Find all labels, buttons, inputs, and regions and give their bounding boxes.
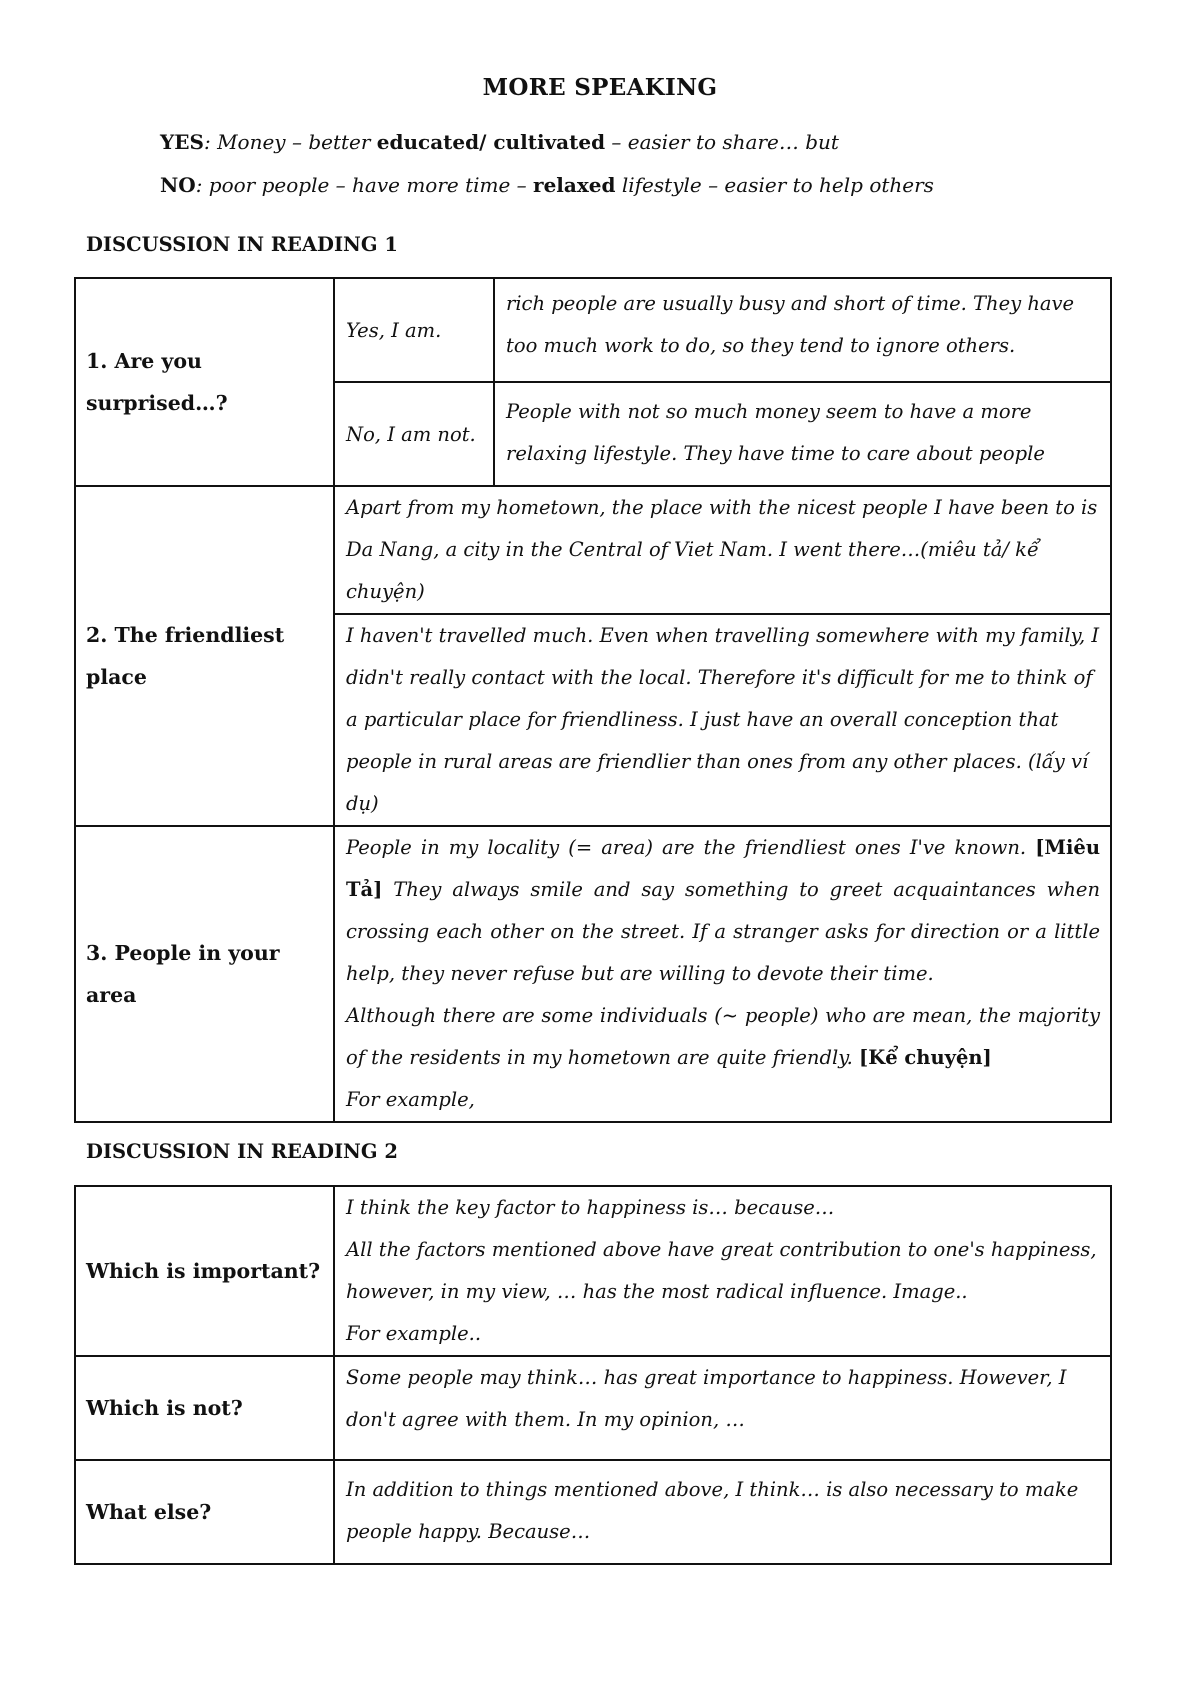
- yes-text-2: – easier to share… but: [605, 130, 839, 154]
- q3-paragraph-3: For example,: [346, 1088, 475, 1111]
- q3-bold-story: [Kể chuyện]: [859, 1046, 992, 1069]
- q3-paragraph-2: [346, 995, 1100, 1079]
- q3-text-3: Although there are some individuals (~ people) who are mean, the majority of the residents in my hometown are quite friendly.: [346, 1004, 1100, 1069]
- q2-label: 2. The friendliest place: [75, 486, 334, 826]
- table-row: [75, 1460, 1111, 1564]
- q1-yes-label: Yes, I am.: [334, 278, 494, 382]
- table-row: [75, 826, 1111, 1122]
- table-row: [75, 1186, 1111, 1356]
- no-line: [160, 173, 934, 197]
- no-text-1: : poor people – have more time –: [195, 173, 534, 197]
- r2-else-label: What else?: [75, 1460, 334, 1564]
- q2-text-a: Apart from my hometown, the place with the nicest people I have been to is Da Nang, a city in the Central of Viet Nam. I went there…(miêu tả/ kể chuyện): [334, 486, 1111, 614]
- table-row: [75, 1356, 1111, 1460]
- q3-text-2: They always smile and say something to greet acquaintances when crossing each other on the street. If a stranger asks for direction or a little help, they never refuse but are willing to devote their time.: [346, 878, 1100, 985]
- r2-else-text: In addition to things mentioned above, I think… is also necessary to make people happy. Because…: [334, 1460, 1111, 1564]
- r2-not-label: Which is not?: [75, 1356, 334, 1460]
- reading1-table: [74, 277, 1112, 1123]
- q3-bold-describe: [Miêu Tả]: [346, 836, 1100, 901]
- reading2-heading: DISCUSSION IN READING 2: [86, 1140, 398, 1163]
- q1-no-label: No, I am not.: [334, 382, 494, 486]
- q3-paragraph-1: [346, 827, 1100, 995]
- reading2-table: [74, 1185, 1112, 1565]
- r2-not-text: Some people may think… has great importance to happiness. However, I don't agree with them. In my opinion, …: [334, 1356, 1111, 1460]
- no-bold-1: relaxed: [533, 173, 616, 197]
- r2-important-text: [334, 1186, 1111, 1356]
- q2-text-b: I haven't travelled much. Even when travelling somewhere with my family, I didn't really contact with the local. Therefore it's difficult for me to think of a particular place for friendliness. I just have an overall conception that people in rural areas are friendlier than ones from any other places. (lấy ví dụ): [334, 614, 1111, 826]
- table-row: [75, 278, 1111, 382]
- reading1-heading: DISCUSSION IN READING 1: [86, 233, 398, 256]
- table-row: [75, 486, 1111, 614]
- yes-text-1: : Money – better: [203, 130, 377, 154]
- yes-label: YES: [160, 130, 204, 154]
- q1-no-text: People with not so much money seem to have a more relaxing lifestyle. They have time to care about people: [494, 382, 1111, 486]
- q3-text-1: People in my locality (= area) are the friendliest ones I've known.: [346, 836, 1036, 859]
- no-label: NO: [160, 173, 196, 197]
- r2-important-line-2: All the factors mentioned above have great contribution to one's happiness, however, in my view, … has the most radical influence. Image..: [346, 1238, 1097, 1303]
- r2-important-line-1: I think the key factor to happiness is… because…: [346, 1196, 835, 1219]
- q1-yes-text: rich people are usually busy and short of time. They have too much work to do, so they tend to ignore others.: [494, 278, 1111, 382]
- page-title: MORE SPEAKING: [482, 74, 718, 101]
- r2-important-label: Which is important?: [75, 1186, 334, 1356]
- yes-line: [160, 130, 839, 154]
- r2-important-line-3: For example..: [346, 1322, 482, 1345]
- q1-label: 1. Are you surprised…?: [75, 278, 334, 486]
- yes-bold-1: educated/ cultivated: [376, 130, 606, 154]
- q3-label: 3. People in your area: [75, 826, 334, 1122]
- q3-text: [334, 826, 1111, 1122]
- no-text-2: lifestyle – easier to help others: [615, 173, 934, 197]
